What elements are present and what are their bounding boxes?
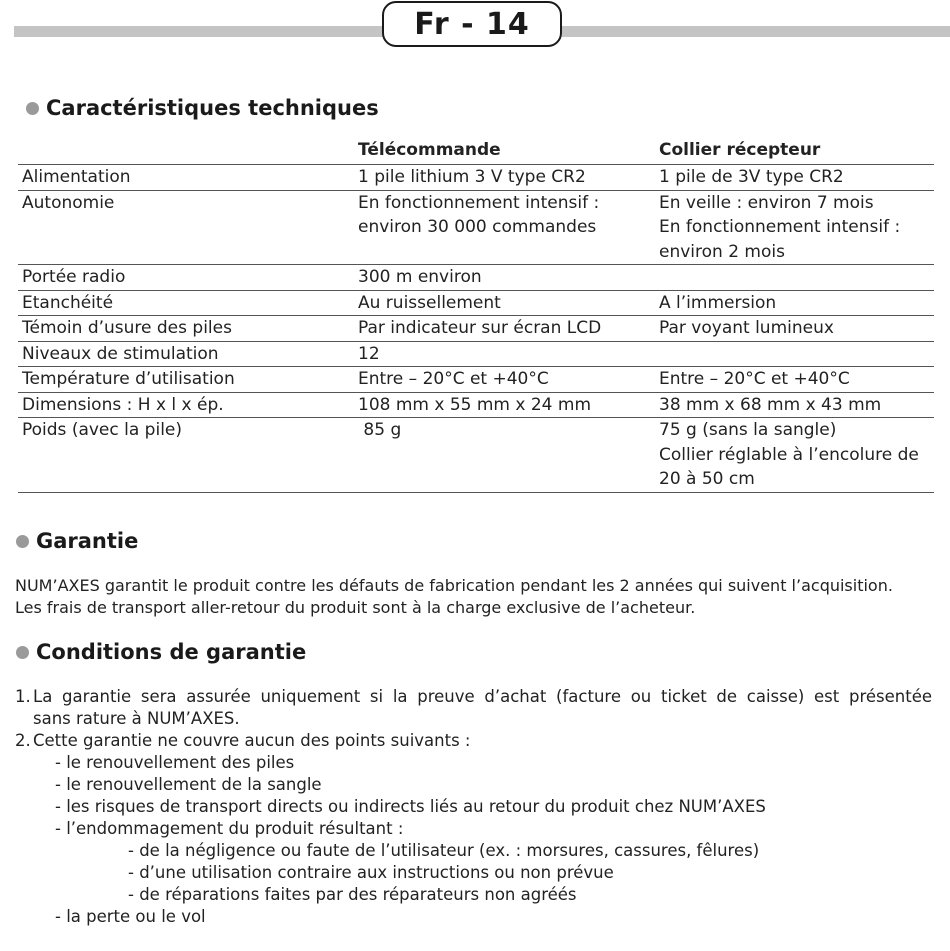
sub-item: - l’endommagement du produit résultant :	[55, 819, 404, 838]
spec-value-line: Au ruissellement	[358, 292, 501, 313]
spec-value-line: environ 2 mois	[659, 241, 785, 262]
specs-row	[18, 165, 934, 191]
spec-value-line: 108 mm x 55 mm x 24 mm	[358, 394, 592, 415]
condition-number: 2.	[15, 731, 31, 750]
specs-row	[18, 392, 934, 418]
spec-collar-value	[655, 392, 934, 418]
spec-remote-value	[354, 290, 655, 316]
page-number-badge: Fr - 14	[382, 1, 562, 47]
sub-sub-item: - de la négligence ou faute de l’utilisateur (ex. : morsures, cassures, fêlures)	[128, 841, 760, 860]
spec-value-line: Entre – 20°C et +40°C	[358, 369, 549, 389]
spec-value-line: 1 pile lithium 3 V type CR2	[358, 167, 586, 187]
spec-remote-value	[354, 392, 655, 418]
spec-remote-value	[354, 367, 655, 393]
condition-number: 1.	[15, 687, 31, 706]
bullet-icon	[26, 102, 39, 115]
spec-remote-value	[354, 341, 655, 367]
bullet-icon	[16, 646, 29, 659]
condition-text: La garantie sera assurée uniquement si la preuve d’achat (facture ou ticket de caisse) est présentée	[33, 687, 932, 706]
guarantee-line-1: NUM’AXES garantit le produit contre les défauts de fabrication pendant les 2 années qui suivent l’acquisition.	[15, 576, 893, 595]
spec-value-line: 75 g (sans la sangle)	[659, 420, 837, 440]
sub-item: - la perte ou le vol	[55, 907, 206, 926]
condition-item-1	[15, 686, 935, 708]
spec-value-line: 38 mm x 68 mm x 43 mm	[659, 394, 882, 415]
spec-remote-value	[354, 265, 655, 291]
spec-value-line: 20 à 50 cm	[659, 469, 755, 489]
spec-collar-value	[655, 341, 934, 367]
specs-row	[18, 316, 934, 342]
spec-value-line: Par voyant lumineux	[659, 318, 834, 338]
spec-collar-value	[655, 367, 934, 393]
spec-collar-value	[655, 418, 934, 493]
spec-remote-value	[354, 165, 655, 191]
sub-item: - les risques de transport directs ou indirects liés au retour du produit chez NUM’AXES	[55, 797, 766, 816]
spec-value-line: Collier réglable à l’encolure de	[659, 444, 919, 465]
header-bar-right	[562, 26, 950, 37]
spec-label: Portée radio	[18, 265, 354, 291]
spec-label: Autonomie	[18, 190, 354, 265]
spec-label: Température d’utilisation	[18, 367, 354, 393]
spec-value-line: 12	[358, 343, 380, 364]
spec-value-line: 85 g	[358, 420, 402, 440]
specs-table	[18, 136, 934, 493]
spec-value-line: Entre – 20°C et +40°C	[659, 369, 850, 389]
conditions-heading-text: Conditions de garantie	[36, 640, 307, 664]
spec-collar-value	[655, 316, 934, 342]
specs-row	[18, 367, 934, 393]
spec-label: Niveaux de stimulation	[18, 341, 354, 367]
specs-row	[18, 418, 934, 493]
spec-label: Poids (avec la pile)	[18, 418, 354, 493]
spec-collar-value	[655, 290, 934, 316]
specs-table-body	[18, 165, 934, 493]
spec-value-line: Par indicateur sur écran LCD	[358, 318, 602, 338]
spec-remote-value	[354, 316, 655, 342]
spec-remote-value	[354, 190, 655, 265]
spec-value-line: 300 m environ	[358, 267, 482, 287]
condition-text: Cette garantie ne couvre aucun des points suivants :	[33, 731, 471, 750]
condition-item-1-cont: sans rature à NUM’AXES.	[33, 709, 240, 728]
bullet-icon	[16, 535, 29, 548]
specs-heading-text: Caractéristiques techniques	[46, 96, 379, 120]
sub-sub-item: - de réparations faites par des réparateurs non agréés	[128, 885, 577, 904]
conditions-heading	[16, 640, 306, 664]
condition-item-2	[15, 730, 935, 752]
spec-label: Témoin d’usure des piles	[18, 316, 354, 342]
spec-value-line: environ 30 000 commandes	[358, 217, 597, 237]
spec-remote-value	[354, 418, 655, 493]
spec-value-line: En fonctionnement intensif :	[358, 192, 600, 213]
spec-label: Alimentation	[18, 165, 354, 191]
spec-collar-value	[655, 265, 934, 291]
specs-row	[18, 265, 934, 291]
guarantee-heading-text: Garantie	[36, 529, 139, 553]
spec-label: Etanchéité	[18, 290, 354, 316]
specs-header-collar: Collier récepteur	[655, 136, 934, 165]
spec-value-line: En fonctionnement intensif :	[659, 217, 901, 237]
specs-row	[18, 190, 934, 265]
specs-heading	[26, 96, 379, 120]
conditions-list	[15, 686, 935, 928]
sub-sub-item: - d’une utilisation contraire aux instructions ou non prévue	[128, 863, 614, 882]
spec-value-line: 1 pile de 3V type CR2	[659, 167, 844, 187]
spec-collar-value	[655, 190, 934, 265]
spec-value-line: A l’immersion	[659, 292, 777, 313]
guarantee-heading	[16, 529, 138, 553]
specs-header-row	[18, 136, 934, 165]
sub-item: - le renouvellement des piles	[55, 753, 295, 772]
spec-label: Dimensions : H x l x ép.	[18, 392, 354, 418]
spec-collar-value	[655, 165, 934, 191]
guarantee-line-2: Les frais de transport aller-retour du produit sont à la charge exclusive de l’acheteur.	[15, 598, 696, 617]
header-bar-left	[14, 26, 386, 37]
specs-row	[18, 290, 934, 316]
specs-header-empty	[18, 136, 354, 165]
specs-row	[18, 341, 934, 367]
specs-header-remote: Télécommande	[354, 136, 655, 165]
spec-value-line: En veille : environ 7 mois	[659, 192, 874, 213]
sub-item: - le renouvellement de la sangle	[55, 775, 322, 794]
